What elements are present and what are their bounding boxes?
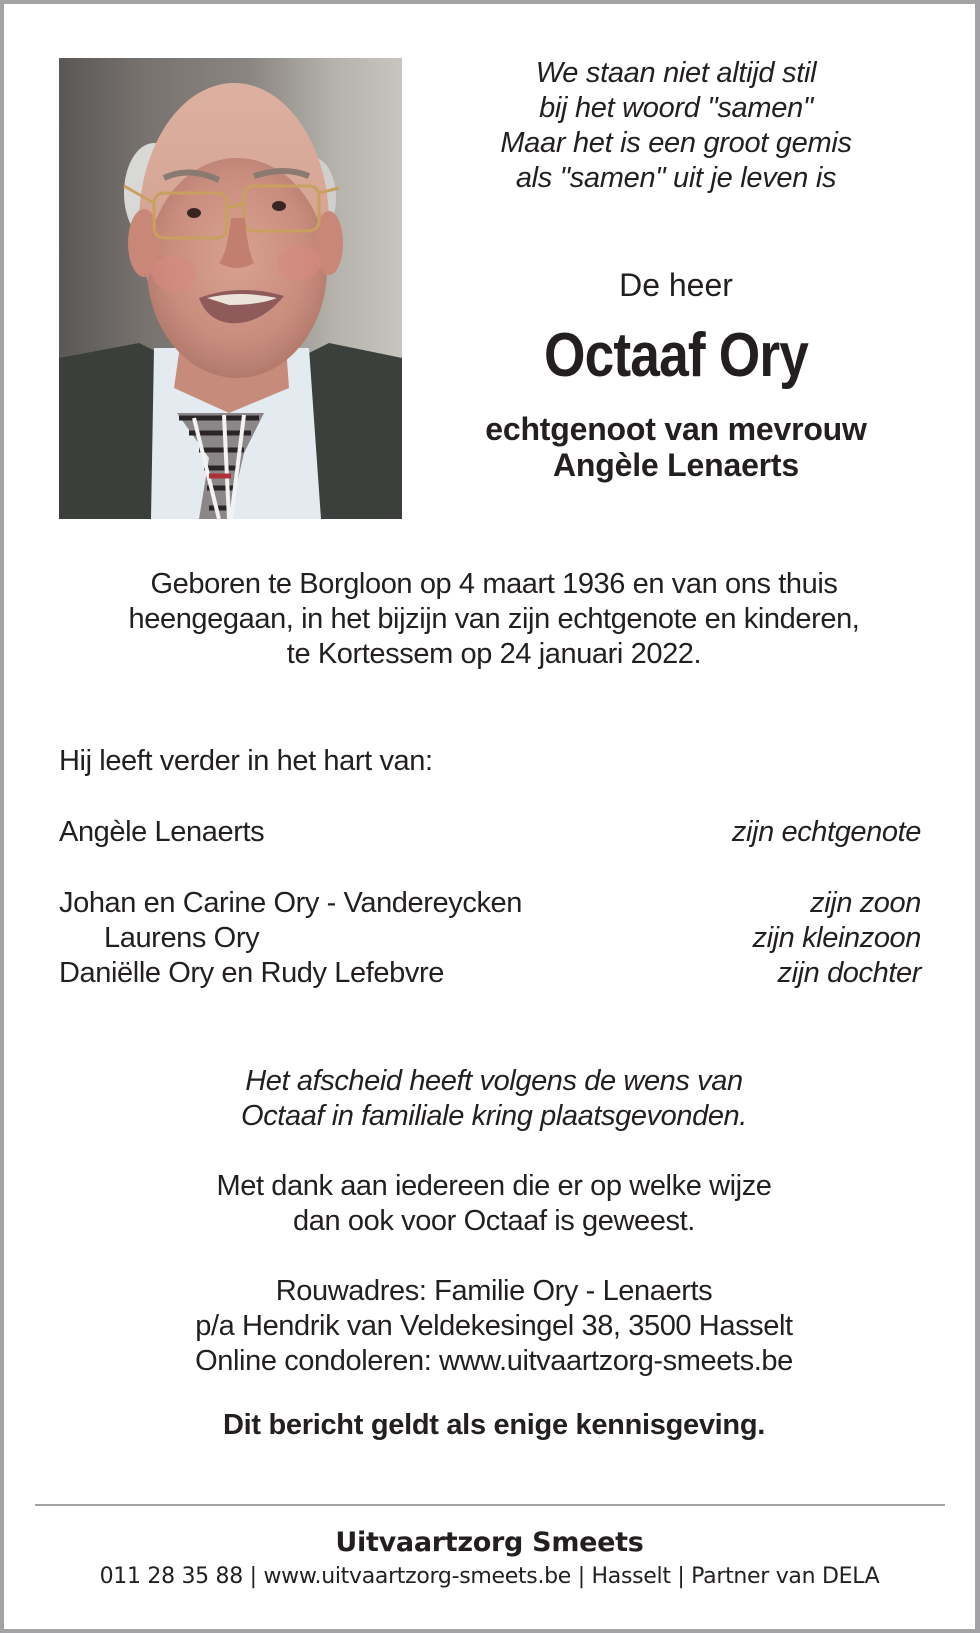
details-line: Geboren te Borgloon op 4 maart 1936 en van ons thuis: [150, 568, 838, 600]
footer: [4, 1527, 975, 1591]
farewell-line: Octaaf in familiale kring plaatsgevonden.: [241, 1100, 747, 1132]
spouse-line: echtgenoot van mevrouw: [485, 411, 867, 447]
funeral-home-name: Uitvaartzorg Smeets: [335, 1527, 644, 1558]
survivor-row: [59, 886, 921, 921]
memorial-poem: [436, 56, 916, 196]
thanks-line: dan ook voor Octaaf is geweest.: [293, 1205, 695, 1237]
mourning-address: [44, 1274, 944, 1379]
survivor-relation: zijn kleinzoon: [752, 922, 921, 954]
survivor-row: [59, 921, 921, 956]
farewell-line: Het afscheid heeft volgens de wens van: [245, 1065, 743, 1097]
survivor-name: Daniëlle Ory en Rudy Lefebvre: [59, 957, 444, 989]
portrait-photo: [59, 58, 402, 519]
birth-death-details: [44, 567, 944, 672]
poem-line: bij het woord "samen": [539, 92, 813, 124]
notice-text: Dit bericht geldt als enige kennisgeving.: [222, 1409, 766, 1441]
details-line: heengegaan, in het bijzijn van zijn echtgenote en kinderen,: [128, 603, 860, 635]
details-line: te Kortessem op 24 januari 2022.: [286, 638, 702, 670]
survivor-name: Johan en Carine Ory - Vandereycken: [59, 887, 523, 919]
survivors-list: [59, 744, 921, 991]
poem-line: Maar het is een groot gemis: [500, 127, 852, 159]
address-line: p/a Hendrik van Veldekesingel 38, 3500 Hasselt: [195, 1310, 793, 1342]
condolence-link[interactable]: Online condoleren: www.uitvaartzorg-smeets.be: [195, 1345, 793, 1377]
survivor-row: [59, 815, 921, 850]
footer-divider: [35, 1504, 945, 1506]
survivors-intro: Hij leeft verder in het hart van:: [59, 745, 433, 777]
survivor-name: Laurens Ory: [104, 922, 260, 954]
thanks-line: Met dank aan iedereen die er op welke wijze: [216, 1170, 772, 1202]
survivor-relation: zijn dochter: [777, 957, 921, 989]
address-line: Rouwadres: Familie Ory - Lenaerts: [275, 1275, 713, 1307]
poem-line: als "samen" uit je leven is: [515, 162, 837, 194]
farewell-text: [44, 1064, 944, 1134]
closing-section: [44, 1064, 944, 1443]
header-column: [436, 56, 916, 483]
spouse-info: [436, 411, 916, 483]
thanks-text: [44, 1169, 944, 1239]
portrait-icon: [59, 58, 402, 519]
title-prefix: De heer: [619, 267, 733, 303]
survivor-row: [59, 956, 921, 991]
obituary-card: [4, 4, 975, 1629]
survivor-relation: zijn zoon: [810, 887, 921, 919]
poem-line: We staan niet altijd stil: [535, 57, 817, 89]
funeral-home-contact: 011 28 35 88 | www.uitvaartzorg-smeets.be | Hasselt | Partner van DELA: [99, 1564, 880, 1589]
survivor-name: Angèle Lenaerts: [59, 816, 265, 848]
spouse-name: Angèle Lenaerts: [553, 447, 799, 483]
survivor-relation: zijn echtgenote: [731, 816, 921, 848]
deceased-name: Octaaf Ory: [543, 321, 809, 390]
